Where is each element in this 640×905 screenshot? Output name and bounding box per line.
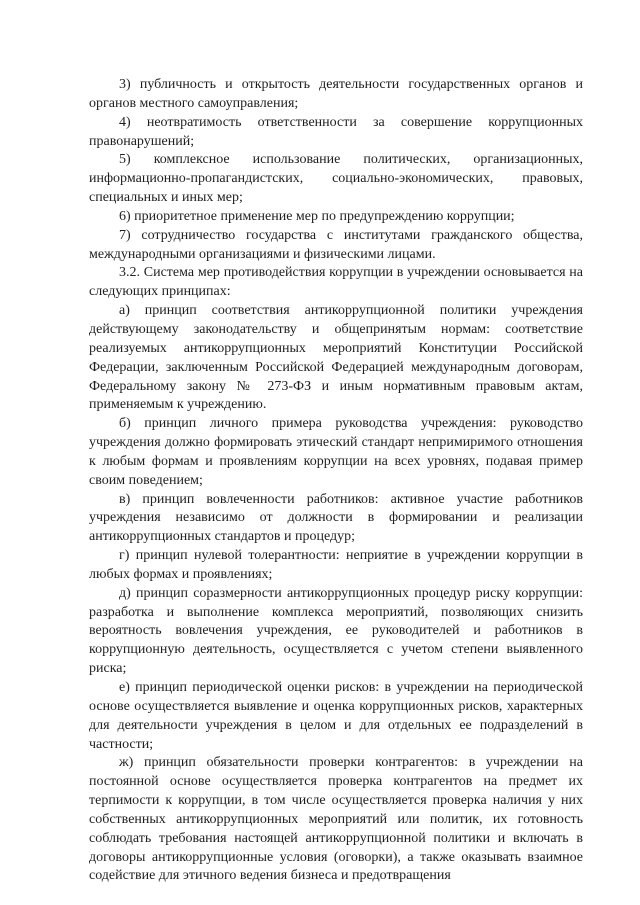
principle-a: а) принцип соответствия антикоррупционной политики учреждения действующему законодательству и общепринятым нормам: соответствие реализуемых антикоррупционных мероприятий Конституции Российской Федерации, заключенным Российской Федерацией международным договорам, Федеральному закону № 273-ФЗ и иным нормативным правовым актам, применяемым к учреждению. [89, 303, 583, 413]
principle-b: б) принцип личного примера руководства учреждения: руководство учреждения должно формировать этический стандарт непримиримого отношения к любым формам и проявлениям коррупции на всех уровнях, подавая пример своим поведением; [89, 416, 583, 488]
principle-e: е) принцип периодической оценки рисков: в учреждении на периодической основе осуществляется выявление и оценка коррупционных рисков, характерных для деятельности учреждения в целом и для отдельных ее подразделений в частности; [89, 680, 583, 752]
principle-d: д) принцип соразмерности антикоррупционных процедур риску коррупции: разработка и выполнение комплекса мероприятий, позволяющих снизить вероятность вовлечения учреждения, ее руководителей и работников в коррупционную деятельность, осуществляется с учетом степени выявленного риска; [89, 585, 583, 677]
principle-zh: ж) принцип обязательности проверки контрагентов: в учреждении на постоянной основе осуществляется проверка контрагентов на предмет их терпимости к коррупции, в том числе осуществляется проверка наличия у них собственных антикоррупционных мероприятий или политик, их готовность соблюдать требования настоящей антикоррупционной политики и включать в договоры антикоррупционные условия (оговорки), а также оказывать взаимное содействие для этичного ведения бизнеса и предотвращения [89, 755, 583, 884]
paragraph-item-4: 4) неотвратимость ответственности за совершение коррупционных правонарушений; [89, 114, 583, 149]
paragraph-item-5: 5) комплексное использование политических, организационных, информационно-пропагандистских, социально-экономических, правовых, специальных и иных мер; [89, 152, 583, 206]
principle-v: в) принцип вовлеченности работников: активное участие работников учреждения независимо от должности в формировании и реализации антикоррупционных стандартов и процедур; [89, 491, 583, 545]
paragraph-item-6: 6) приоритетное применение мер по предупреждению коррупции; [119, 208, 515, 224]
paragraph-item-7: 7) сотрудничество государства с институтами гражданского общества, международными организациями и физическими лицами. [89, 227, 583, 262]
paragraph-item-3: 3) публичность и открытость деятельности государственных органов и органов местного самоуправления; [89, 77, 583, 111]
principle-g: г) принцип нулевой толерантности: неприятие в учреждении коррупции в любых формах и проявлениях; [89, 548, 583, 582]
section-3-2-heading: 3.2. Система мер противодействия коррупции в учреждении основывается на следующих принципах: [89, 265, 583, 300]
document-body [89, 76, 583, 886]
